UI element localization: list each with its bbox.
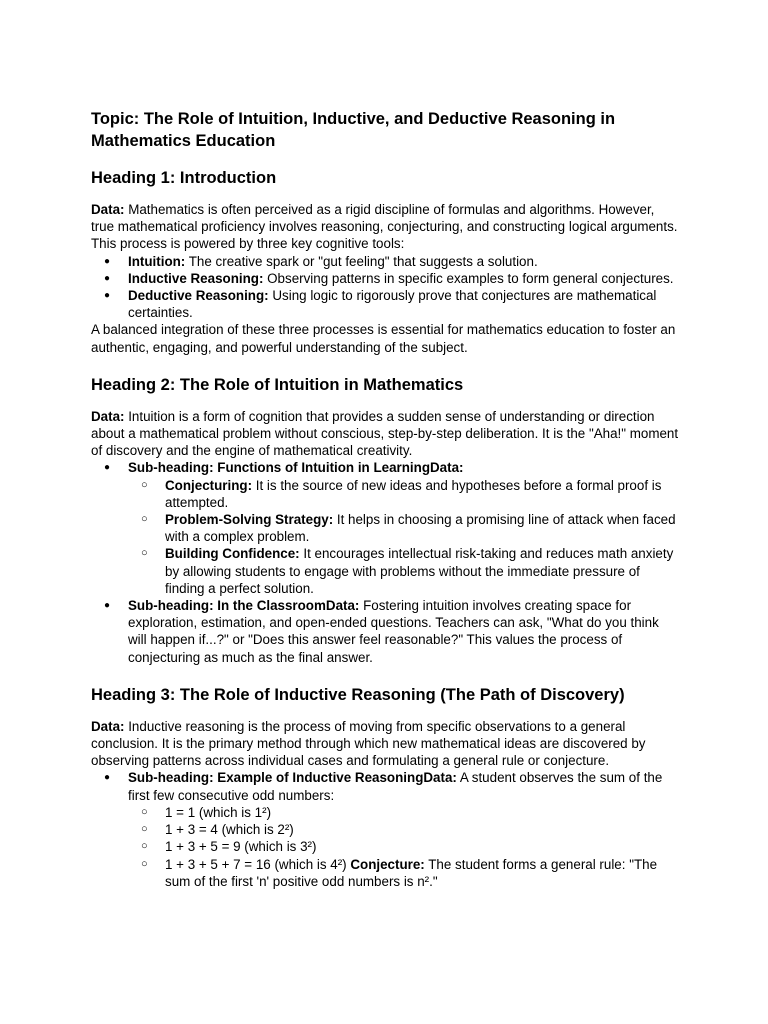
conjecture-label: Conjecture: <box>350 856 425 872</box>
list-item <box>91 459 681 597</box>
bullet-text: It encourages intellectual risk-taking and reduces math anxiety by allowing students to engage with problems without the immediate pressure of finding a perfect solution. <box>165 546 674 596</box>
bullet-text: The creative spark or "gut feeling" that suggests a solution. <box>185 253 538 269</box>
list-item <box>128 545 681 597</box>
conjecture-text: The student forms a general rule: "The sum of the first 'n' positive odd numbers is n²." <box>165 856 658 889</box>
bullet-label: Inductive Reasoning: <box>128 270 264 286</box>
data-label: Data: <box>91 718 125 734</box>
bullet-label: Deductive Reasoning: <box>128 288 269 304</box>
document-page <box>91 108 681 890</box>
heading-inductive: Heading 3: The Role of Inductive Reasoning (The Path of Discovery) <box>91 685 625 704</box>
subheading-functions: Sub-heading: Functions of Intuition in LearningData: <box>128 460 464 476</box>
list-item <box>91 253 681 270</box>
bullet-label: Conjecturing: <box>165 477 253 493</box>
bullet-label: Building Confidence: <box>165 546 300 562</box>
last-example: 1 + 3 + 5 + 7 = 16 (which is 4²) <box>165 856 351 872</box>
inductive-data-paragraph <box>91 718 681 770</box>
list-item <box>91 597 681 666</box>
bullet-text: Using logic to rigorously prove that conjectures are mathematical certainties. <box>128 288 657 321</box>
data-label: Data: <box>91 202 125 217</box>
bullet-text: It helps in choosing a promising line of attack when faced with a complex problem. <box>165 512 676 545</box>
list-item <box>128 856 681 890</box>
intro-closing-paragraph: A balanced integration of these three processes is essential for mathematics education to foster an authentic, engaging, and powerful understanding of the subject. <box>91 322 676 355</box>
intro-data-text: Mathematics is often perceived as a rigid discipline of formulas and algorithms. However, true mathematical proficiency involves reasoning, conjecturing, and constructing logical arguments. This process is powered by three key cognitive tools: <box>91 202 678 252</box>
subheading-classroom: Sub-heading: In the ClassroomData: <box>128 598 360 614</box>
bullet-label: Problem-Solving Strategy: <box>165 512 334 528</box>
list-item: ○ 1 + 3 = 4 (which is 2²) <box>128 821 681 838</box>
intuition-bullet-list <box>91 459 681 665</box>
functions-sub-list <box>128 477 681 597</box>
document-title: Topic: The Role of Intuition, Inductive, and Deductive Reasoning in Mathematics Education <box>91 110 616 150</box>
intro-data-paragraph <box>91 201 681 253</box>
heading-intuition: Heading 2: The Role of Intuition in Mathematics <box>91 375 464 394</box>
subheading-example: Sub-heading: Example of Inductive ReasoningData: <box>128 770 457 786</box>
intro-bullet-list <box>91 253 681 322</box>
list-item <box>91 769 681 889</box>
classroom-text: Fostering intuition involves creating space for exploration, estimation, and open-ended questions. Teachers can ask, "What do you think will happen if...?" or "Does this answer feel reasonable?" This values the process of conjecturing as much as the final answer. <box>128 598 659 665</box>
list-item <box>91 270 681 287</box>
bullet-text: Observing patterns in specific examples to form general conjectures. <box>263 270 674 286</box>
intuition-data-paragraph <box>91 408 681 460</box>
example-text: A student observes the sum of the first few consecutive odd numbers: <box>128 770 663 803</box>
heading-introduction: Heading 1: Introduction <box>91 169 277 187</box>
inductive-bullet-list <box>91 769 681 889</box>
list-item <box>91 287 681 321</box>
inductive-data-text: Inductive reasoning is the process of moving from specific observations to a general conclusion. It is the primary method through which new mathematical ideas are discovered by observing patterns across individual cases and formulating a general rule or conjecture. <box>91 718 646 769</box>
example-sub-list <box>128 804 681 890</box>
bullet-text: It is the source of new ideas and hypotheses before a formal proof is attempted. <box>165 477 662 510</box>
list-item: ○ 1 + 3 + 5 = 9 (which is 3²) <box>128 838 681 855</box>
intuition-data-text: Intuition is a form of cognition that provides a sudden sense of understanding or direction about a mathematical problem without conscious, step-by-step deliberation. It is the "Aha!" moment of discovery and the engine of mathematical creativity. <box>91 408 679 459</box>
list-item <box>128 511 681 545</box>
data-label: Data: <box>91 408 125 424</box>
list-item <box>128 477 681 511</box>
list-item: ○ 1 = 1 (which is 1²) <box>128 804 681 821</box>
bullet-label: Intuition: <box>128 253 186 269</box>
